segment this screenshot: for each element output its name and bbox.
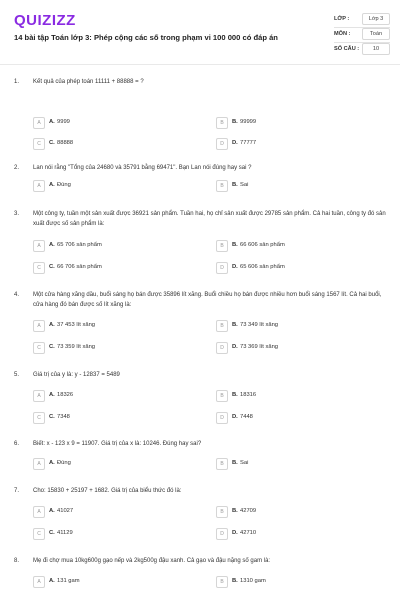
option-letter: C. — [49, 140, 55, 146]
option-value: 41129 — [57, 530, 73, 536]
option-value: 18316 — [240, 392, 257, 398]
question-number: 2. — [14, 165, 20, 171]
quizizz-logo: QUIZIZZ — [14, 12, 76, 29]
option-letter: B. — [232, 460, 238, 466]
option-marker[interactable]: A — [33, 390, 45, 402]
option-marker[interactable]: A — [33, 576, 45, 588]
option-value: 7348 — [57, 414, 70, 420]
option-marker[interactable]: A — [33, 240, 45, 252]
option-value: 66 706 sản phẩm — [57, 264, 102, 270]
answer-option[interactable] — [33, 506, 203, 518]
option-letter: C. — [49, 264, 55, 270]
option-value: Sai — [240, 460, 249, 466]
option-marker[interactable]: C — [33, 412, 45, 424]
option-value: 73 369 lít xăng — [240, 344, 279, 350]
option-letter: B. — [232, 242, 238, 248]
answer-option[interactable] — [33, 342, 203, 354]
option-value: 7448 — [240, 414, 253, 420]
question-number: 5. — [14, 372, 20, 378]
option-letter: B. — [232, 182, 238, 188]
option-letter: A. — [49, 182, 55, 188]
option-value: 1310 gam — [240, 578, 266, 584]
question-text: Biết: x - 123 x 9 = 11907. Giá trị của x là: 10246. Đúng hay sai? — [33, 441, 202, 447]
option-value: 37 453 lít xăng — [57, 322, 96, 328]
answer-option[interactable] — [216, 180, 386, 192]
option-value: 99999 — [240, 119, 257, 125]
grade-label: LỚP : — [334, 16, 350, 22]
option-marker[interactable]: A — [33, 506, 45, 518]
option-letter: A. — [49, 508, 55, 514]
option-marker[interactable]: B — [216, 180, 228, 192]
option-value: Đúng — [57, 460, 71, 466]
answer-option[interactable] — [216, 342, 386, 354]
option-marker[interactable]: B — [216, 458, 228, 470]
option-letter: A. — [49, 578, 55, 584]
option-marker[interactable]: B — [216, 390, 228, 402]
question-number: 8. — [14, 558, 20, 564]
option-value: 65 606 sản phẩm — [240, 264, 285, 270]
option-value: 88888 — [57, 140, 74, 146]
page-title: 14 bài tập Toán lớp 3: Phép cộng các số trong phạm vi 100 000 có đáp án — [14, 33, 278, 42]
option-value: 65 706 sản phẩm — [57, 242, 102, 248]
option-marker[interactable]: C — [33, 528, 45, 540]
option-letter: D. — [232, 344, 238, 350]
answer-option[interactable] — [216, 412, 386, 424]
option-value: 9999 — [57, 119, 70, 125]
option-marker[interactable]: B — [216, 240, 228, 252]
question-text: Cho: 15830 + 25197 + 1682. Giá trị của biểu thức đó là: — [33, 488, 182, 494]
option-letter: A. — [49, 392, 55, 398]
header-divider — [0, 64, 400, 65]
question-number: 6. — [14, 441, 20, 447]
question-number: 7. — [14, 488, 20, 494]
question-text: Giá trị của y là: y - 12837 = 5489 — [33, 372, 120, 378]
answer-option[interactable] — [33, 390, 203, 402]
answer-option[interactable] — [33, 412, 203, 424]
option-marker[interactable]: C — [33, 138, 45, 150]
answer-option[interactable] — [33, 262, 203, 274]
answer-option[interactable] — [216, 138, 386, 150]
option-value: 42709 — [240, 508, 257, 514]
question-text: Một cửa hàng xăng dầu, buổi sáng họ bán được 35896 lít xăng. Buổi chiều họ bán được nhiều hơn buổi sáng 1567 lít. Cả hai buổi, cửa hàng đó bán được số lít xăng là: — [33, 292, 382, 308]
option-letter: A. — [49, 119, 55, 125]
option-value: Sai — [240, 182, 249, 188]
option-letter: A. — [49, 242, 55, 248]
answer-option[interactable] — [33, 240, 203, 252]
question-count-label: SỐ CÂU : — [334, 46, 360, 52]
option-marker[interactable]: B — [216, 320, 228, 332]
question-count-value: 10 — [362, 43, 390, 55]
option-marker[interactable]: A — [33, 320, 45, 332]
option-value: Đúng — [57, 182, 71, 188]
option-letter: D. — [232, 140, 238, 146]
option-marker[interactable]: D — [216, 138, 228, 150]
answer-option[interactable] — [33, 180, 203, 192]
subject-value: Toán — [362, 28, 390, 40]
option-letter: A. — [49, 460, 55, 466]
option-marker[interactable]: B — [216, 506, 228, 518]
option-letter: D. — [232, 414, 238, 420]
option-letter: C. — [49, 530, 55, 536]
option-marker[interactable]: D — [216, 262, 228, 274]
option-letter: B. — [232, 392, 238, 398]
option-marker[interactable]: D — [216, 342, 228, 354]
subject-label: MÔN : — [334, 31, 351, 37]
answer-option[interactable] — [33, 117, 203, 129]
option-letter: B. — [232, 508, 238, 514]
option-letter: B. — [232, 578, 238, 584]
grade-value: Lớp 3 — [362, 13, 390, 25]
answer-option[interactable] — [33, 528, 203, 540]
option-marker[interactable]: B — [216, 117, 228, 129]
option-marker[interactable]: C — [33, 342, 45, 354]
answer-option[interactable] — [216, 262, 386, 274]
option-value: 41027 — [57, 508, 74, 514]
answer-option[interactable] — [33, 320, 203, 332]
option-marker[interactable]: C — [33, 262, 45, 274]
option-marker[interactable]: D — [216, 412, 228, 424]
worksheet-header — [0, 0, 400, 62]
option-letter: C. — [49, 414, 55, 420]
option-letter: B. — [232, 322, 238, 328]
question-text: Kết quả của phép toán 11111 + 88888 = ? — [33, 79, 144, 85]
option-value: 66 606 sản phẩm — [240, 242, 285, 248]
answer-option[interactable] — [33, 138, 203, 150]
question-text: Lan nói rằng "Tổng của 24680 và 35791 bằng 69471". Bạn Lan nói đúng hay sai ? — [33, 165, 252, 171]
option-letter: A. — [49, 322, 55, 328]
answer-option[interactable] — [216, 390, 386, 402]
question-number: 3. — [14, 211, 20, 217]
option-marker[interactable]: A — [33, 458, 45, 470]
option-value: 18326 — [57, 392, 74, 398]
answer-option[interactable] — [216, 576, 386, 588]
option-value: 131 gam — [57, 578, 80, 584]
option-letter: C. — [49, 344, 55, 350]
answer-option[interactable] — [216, 240, 386, 252]
answer-option[interactable] — [33, 458, 203, 470]
answer-option[interactable] — [33, 576, 203, 588]
option-marker[interactable]: B — [216, 576, 228, 588]
option-letter: B. — [232, 119, 238, 125]
question-number: 4. — [14, 292, 20, 298]
question-text: Một công ty, tuần một sản xuất được 36921 sản phẩm. Tuần hai, họ chỉ sản xuất được 29785 sản phẩm. Cả hai tuần, công ty đó sản xuất được số sản phẩm là: — [33, 211, 386, 227]
option-letter: D. — [232, 264, 238, 270]
option-marker[interactable]: A — [33, 117, 45, 129]
option-marker[interactable]: A — [33, 180, 45, 192]
answer-option[interactable] — [216, 320, 386, 332]
answer-option[interactable] — [216, 506, 386, 518]
answer-option[interactable] — [216, 458, 386, 470]
option-marker[interactable]: D — [216, 528, 228, 540]
option-value: 73 349 lít xăng — [240, 322, 279, 328]
option-value: 73 359 lít xăng — [57, 344, 96, 350]
answer-option[interactable] — [216, 117, 386, 129]
question-text: Mẹ đi chợ mua 10kg600g gạo nếp và 2kg500g đậu xanh. Cả gạo và đậu nặng số gam là: — [33, 558, 271, 564]
option-letter: D. — [232, 530, 238, 536]
option-value: 42710 — [240, 530, 257, 536]
question-number: 1. — [14, 79, 20, 85]
option-value: 77777 — [240, 140, 257, 146]
answer-option[interactable] — [216, 528, 386, 540]
